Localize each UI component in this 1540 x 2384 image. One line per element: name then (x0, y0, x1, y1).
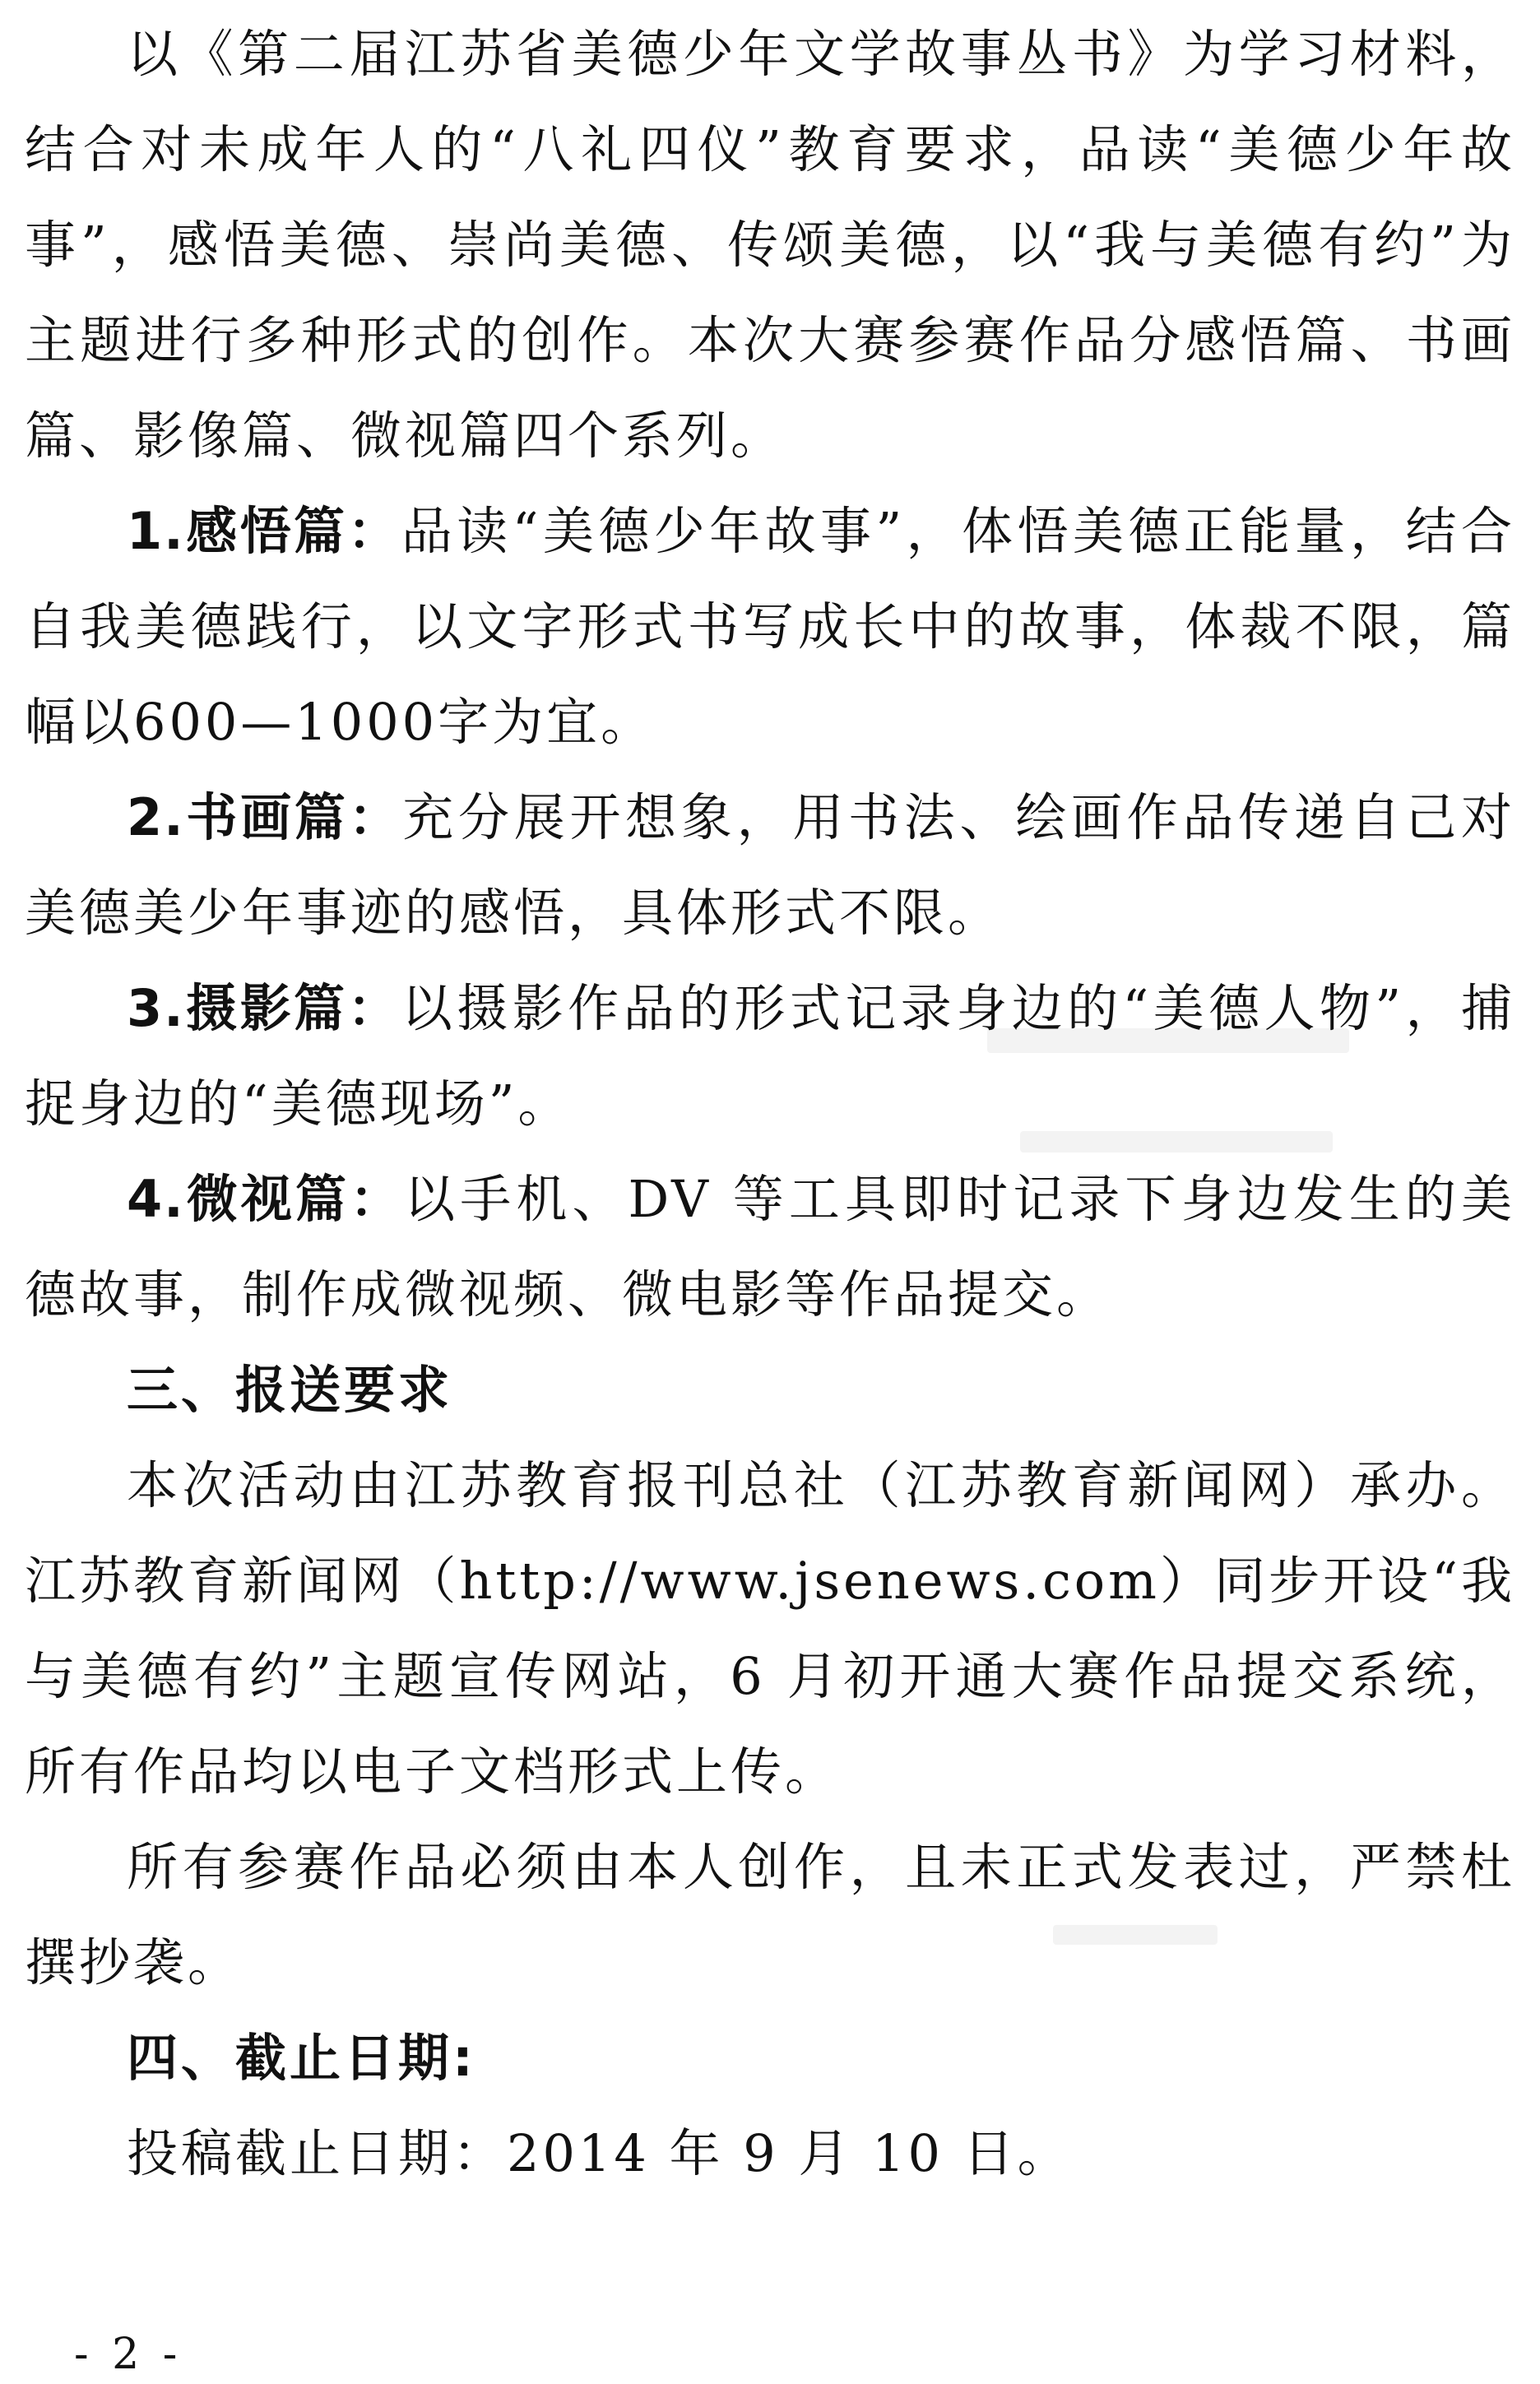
section-3-heading: 三、报送要求 (127, 1360, 453, 1420)
deadline-text: 投稿截止日期：2014 年 9 月 10 日。 (127, 2123, 1072, 2183)
page-number: - 2 - (74, 2330, 183, 2379)
item-1-text: 品读“美德少年故事”，体悟美德正能量，结合自我美德践行，以文字形式书写成长中的故事，体裁不限，篇幅以600—1000字为宜。 (25, 501, 1515, 752)
item-2-paragraph (25, 770, 1515, 961)
item-2-text: 充分展开想象，用书法、绘画作品传递自己对美德美少年事迹的感悟，具体形式不限。 (25, 787, 1515, 943)
item-3-paragraph (25, 961, 1515, 1152)
section-4-heading: 四、截止日期: (127, 2028, 476, 2088)
section-3-paragraph-2: 所有参赛作品必须由本人创作，且未正式发表过，严禁杜撰抄袭。 (25, 1837, 1515, 1992)
intro-paragraph: 以《第二届江苏省美德少年文学故事丛书》为学习材料，结合对未成年人的“八礼四仪”教育要求，品读“美德少年故事”，感悟美德、崇尚美德、传颂美德，以“我与美德有约”为主题进行多种形式的创作。本次大赛参赛作品分感悟篇、书画篇、影像篇、微视篇四个系列。 (25, 24, 1515, 466)
item-1-lead: 1.感悟篇： (127, 501, 401, 561)
item-4-lead: 4.微视篇： (127, 1169, 405, 1229)
item-3-lead: 3.摄影篇： (127, 978, 401, 1038)
item-4-text: 以手机、DV 等工具即时记录下身边发生的美德故事，制作成微视频、微电影等作品提交。 (25, 1169, 1515, 1324)
item-1-paragraph (25, 484, 1515, 770)
item-3-text: 以摄影作品的形式记录身边的“美德人物”，捕捉身边的“美德现场”。 (25, 978, 1515, 1134)
item-4-paragraph (25, 1152, 1515, 1343)
item-2-lead: 2.书画篇： (127, 787, 403, 847)
section-3-paragraph-1: 本次活动由江苏教育报刊总社（江苏教育新闻网）承办。江苏教育新闻网（http://www.jsenews.com）同步开设“我与美德有约”主题宣传网站，6 月初开通大赛作品提交系统，所有作品均以电子文档形式上传。 (25, 1455, 1515, 1802)
